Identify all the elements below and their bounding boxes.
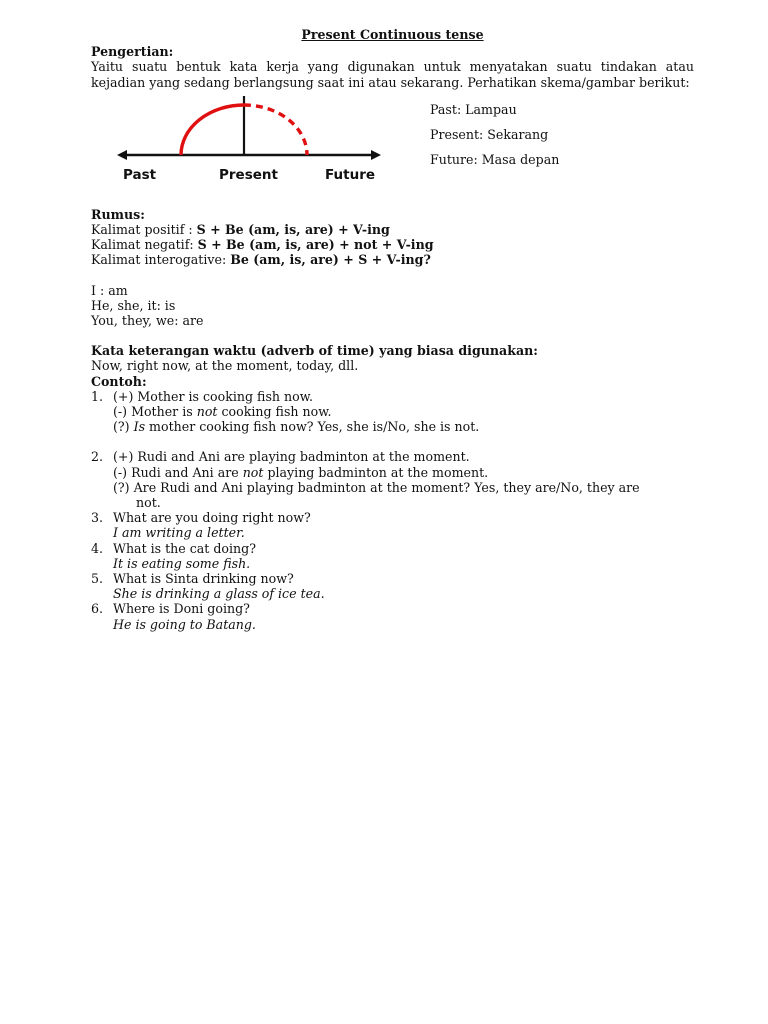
legend-present: Present: Sekarang: [430, 127, 549, 143]
rumus-negatif: [91, 237, 694, 252]
item-number: 5.: [91, 571, 104, 587]
example-question-emphasis: Is: [133, 419, 146, 435]
item-number: 2.: [91, 449, 104, 465]
example-negative-emphasis: not: [196, 404, 218, 420]
example-question-b: mother cooking fish now? Yes, she is/No, she is not.: [145, 419, 480, 435]
rumus-positif-formula: S + Be (am, is, are) + V-ing: [196, 222, 390, 238]
diagram-label-past: Past: [123, 166, 157, 183]
pronoun-you-they-we: You, they, we: are: [91, 313, 204, 329]
example-answer: It is eating some fish.: [113, 555, 251, 571]
rumus-heading: Rumus:: [91, 206, 145, 222]
example-answer: I am writing a letter.: [113, 525, 245, 541]
example-question-continued: not.: [136, 495, 161, 511]
rumus-positif-label: Kalimat positif :: [91, 222, 197, 238]
example-question: What are you doing right now?: [113, 510, 311, 526]
example-question: What is Sinta drinking now?: [113, 571, 294, 587]
example-negative-b: cooking fish now.: [217, 404, 332, 420]
pengertian-text: Yaitu suatu bentuk kata kerja yang digunakan untuk menyatakan suatu tindakan atau kejadian yang sedang berlangsung saat ini atau sekarang. Perhatikan skema/gambar berikut:: [91, 59, 694, 90]
example-answer: She is drinking a glass of ice tea.: [113, 586, 325, 602]
rumus-negatif-label: Kalimat negatif:: [91, 237, 198, 253]
rumus-negatif-formula: S + Be (am, is, are) + not + V-ing: [197, 237, 434, 253]
rumus-interogative-formula: Be (am, is, are) + S + V-ing?: [230, 252, 431, 268]
list-item: [91, 571, 694, 601]
pengertian-heading: Pengertian:: [91, 44, 174, 60]
diagram-label-present: Present: [219, 166, 278, 183]
example-question: [113, 419, 694, 434]
future-arc-dashed: [244, 105, 307, 155]
example-question: Where is Doni going?: [113, 601, 250, 617]
example-question: (?) Are Rudi and Ani playing badminton at the moment? Yes, they are/No, they are: [113, 479, 640, 495]
contoh-heading: Contoh:: [91, 373, 147, 389]
legend-past: Past: Lampau: [430, 101, 517, 117]
item-number: 3.: [91, 510, 104, 526]
past-arc: [181, 105, 244, 155]
example-negative-a: (-) Rudi and Ani are: [113, 464, 243, 480]
item-number: 4.: [91, 540, 104, 556]
example-negative-emphasis: not: [242, 464, 264, 480]
list-item: [91, 541, 694, 571]
example-answer: He is going to Batang.: [113, 616, 256, 632]
example-question: What is the cat doing?: [113, 540, 256, 556]
right-arrowhead: [371, 150, 381, 160]
example-positive: (+) Rudi and Ani are playing badminton at the moment.: [113, 449, 470, 465]
item-number: 6.: [91, 601, 104, 617]
list-item: [91, 510, 694, 540]
example-positive: (+) Mother is cooking fish now.: [113, 388, 314, 404]
list-item: [91, 389, 694, 435]
diagram-label-future: Future: [325, 166, 376, 183]
legend-future: Future: Masa depan: [430, 152, 560, 168]
adverb-text: Now, right now, at the moment, today, dll.: [91, 358, 359, 374]
example-negative-b: playing badminton at the moment.: [263, 464, 489, 480]
rumus-positif: [91, 222, 694, 237]
rumus-interogative: [91, 252, 694, 267]
list-item: [91, 601, 694, 631]
list-item: [91, 449, 694, 510]
adverb-heading: Kata keterangan waktu (adverb of time) yang biasa digunakan:: [91, 343, 538, 359]
document-page: [91, 27, 694, 632]
example-negative: [113, 404, 694, 419]
item-number: 1.: [91, 388, 104, 404]
timeline-diagram: [115, 96, 385, 186]
example-question-a: (?): [113, 419, 134, 435]
list-spacer: [91, 434, 694, 449]
rumus-interogative-label: Kalimat interogative:: [91, 252, 231, 268]
example-negative-a: (-) Mother is: [113, 404, 197, 420]
timeline-section: [91, 96, 694, 192]
timeline-legend: [430, 102, 559, 178]
pronoun-he-she-it: He, she, it: is: [91, 297, 176, 313]
example-list: [91, 389, 694, 632]
example-negative: [113, 465, 694, 480]
left-arrowhead: [117, 150, 127, 160]
page-title: Present Continuous tense: [301, 27, 484, 42]
pronoun-i: I : am: [91, 282, 128, 298]
